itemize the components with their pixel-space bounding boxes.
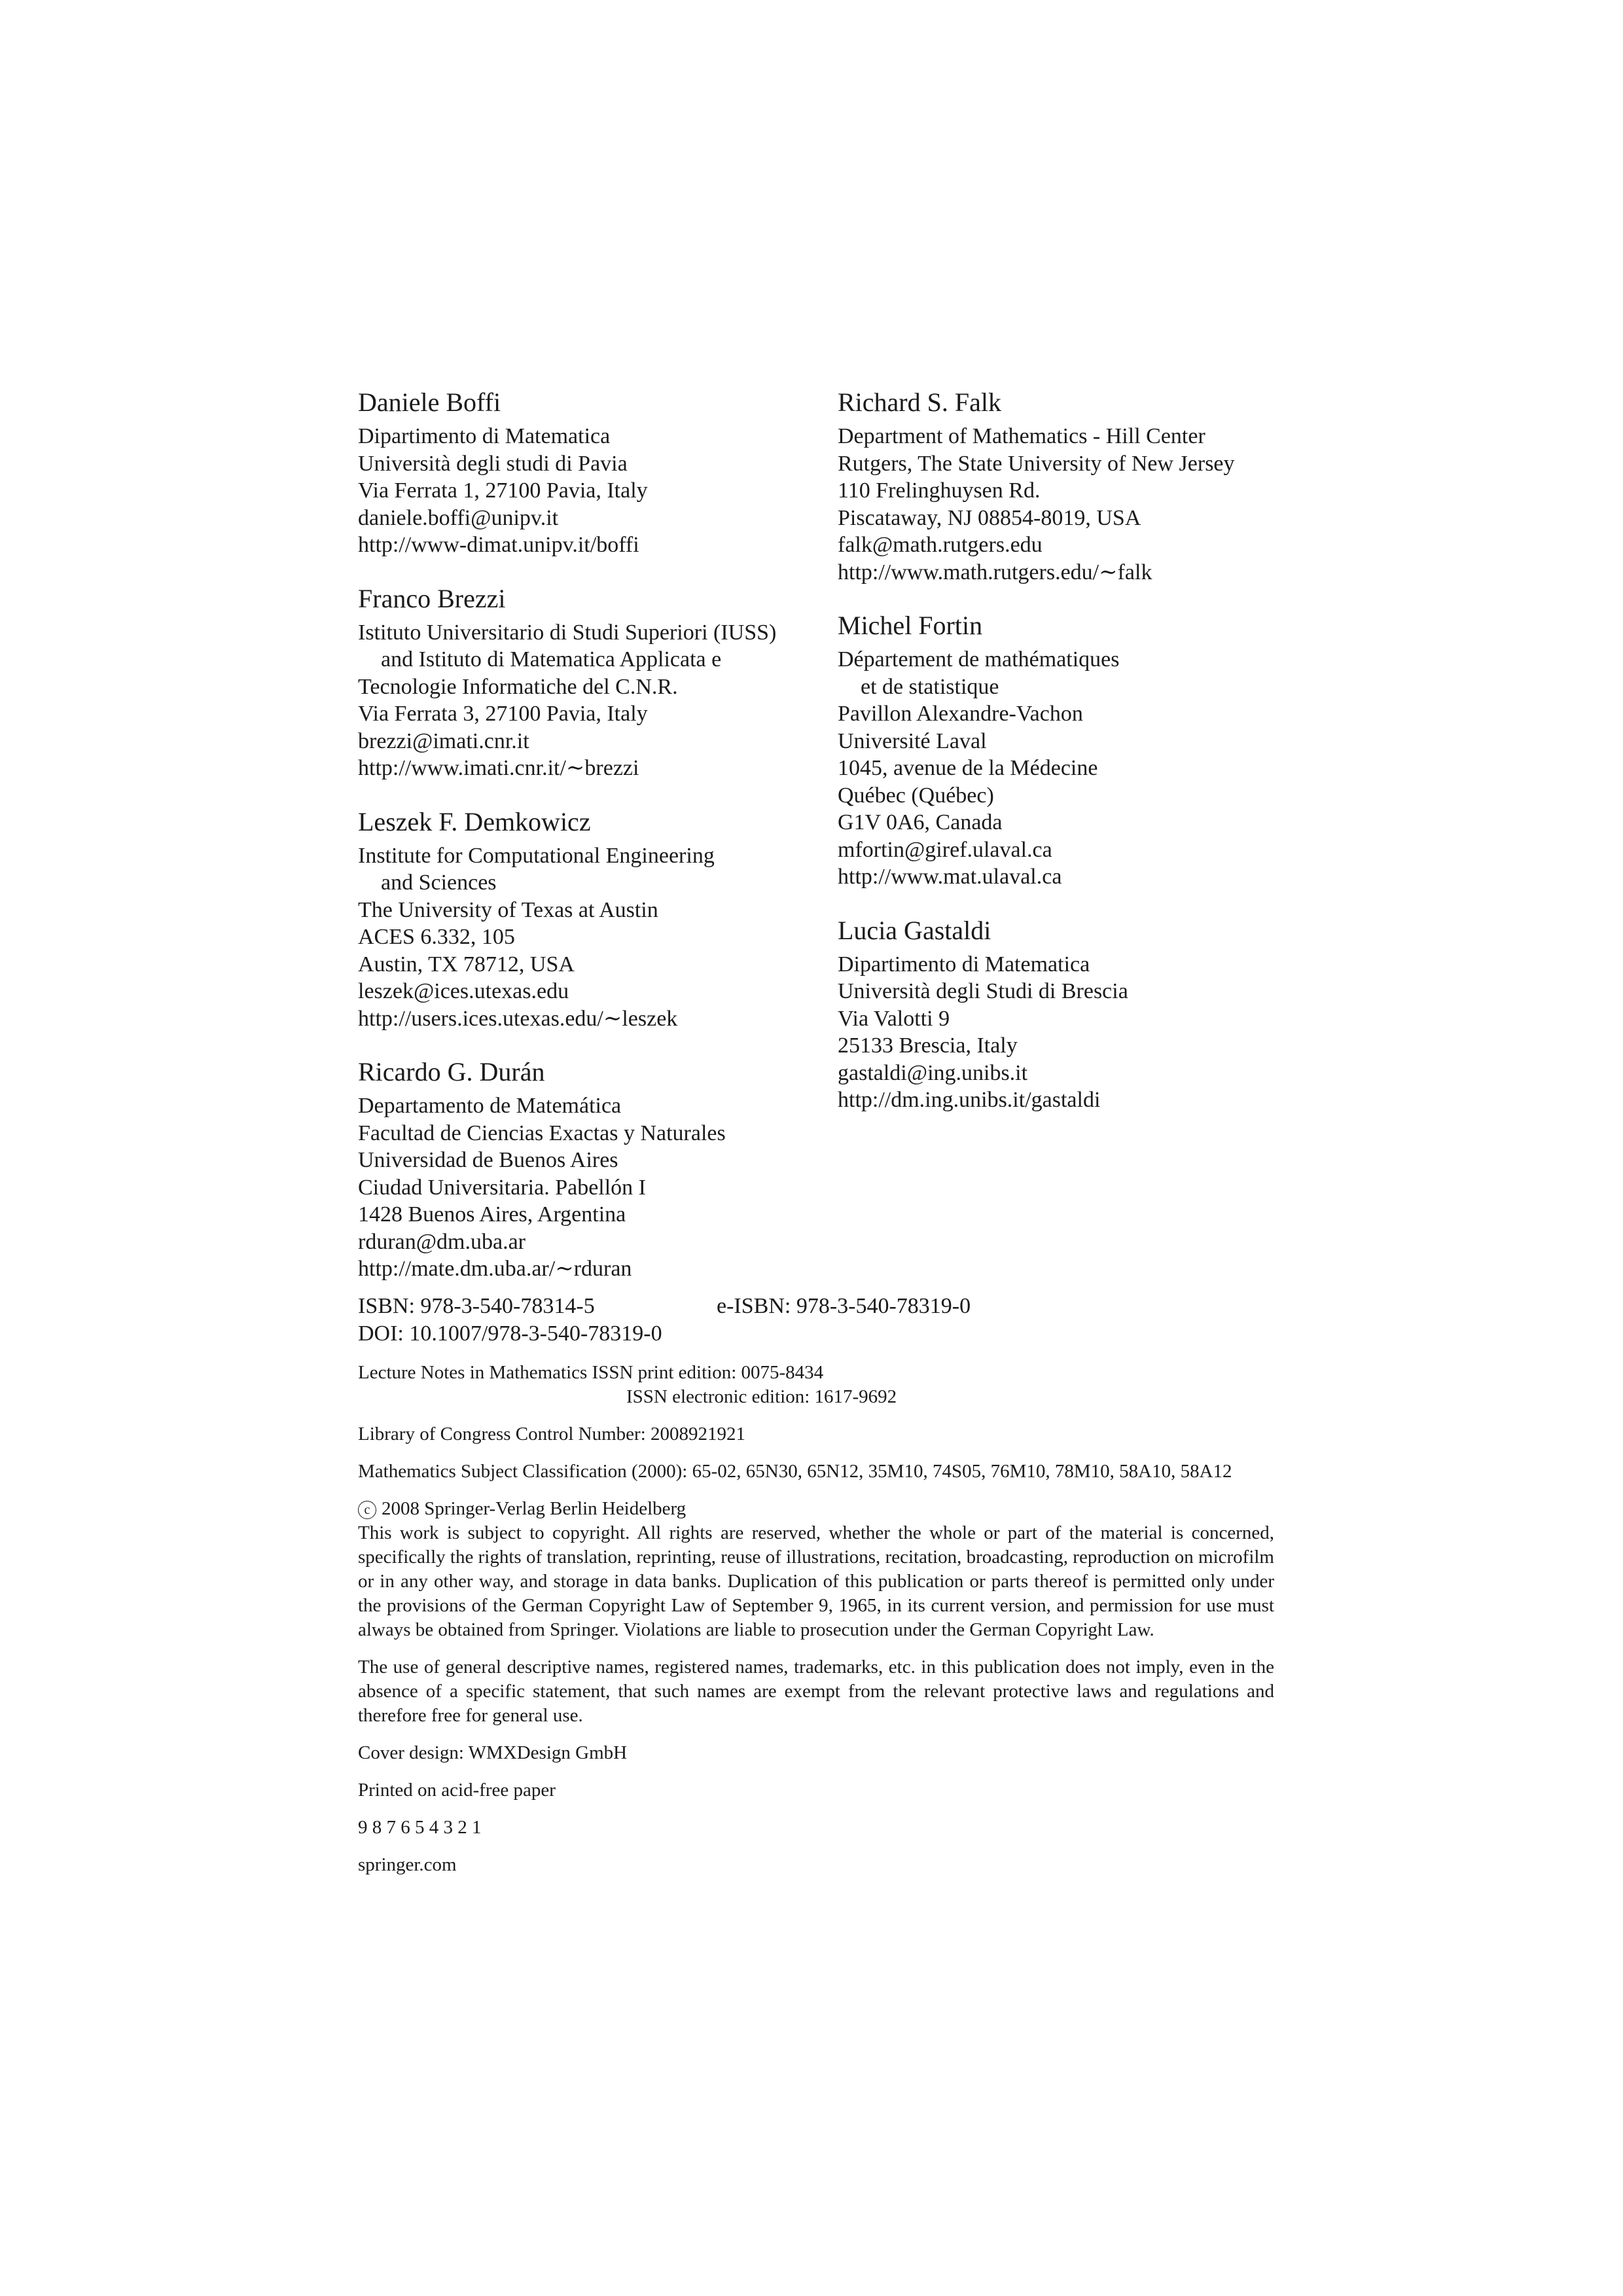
author-address-line: leszek@ices.utexas.edu — [358, 979, 569, 1003]
author-address-line: ACES 6.332, 105 — [358, 925, 515, 949]
author-address-line: mfortin@giref.ulaval.ca — [838, 837, 1052, 862]
author-address-line: 1428 Buenos Aires, Argentina — [358, 1202, 626, 1227]
author-address-line: http://www.mat.ulaval.ca — [838, 865, 1062, 889]
author-address-line: 110 Frelinghuysen Rd. — [838, 478, 1041, 503]
author-address-line: Québec (Québec) — [838, 783, 994, 808]
author-address-line: Rutgers, The State University of New Jersey — [838, 451, 1235, 476]
msc-classification: Mathematics Subject Classification (2000): 65-02, 65N30, 65N12, 35M10, 74S05, 76M10, 78M10, 58A10, 58A12 — [358, 1460, 1232, 1482]
cover-design: Cover design: WMXDesign GmbH — [358, 1742, 628, 1763]
print-line: 9 8 7 6 5 4 3 2 1 — [358, 1816, 482, 1838]
author-address-line: Universidad de Buenos Aires — [358, 1148, 618, 1172]
author-address-line: The University of Texas at Austin — [358, 897, 658, 922]
author-block — [358, 1056, 816, 1283]
doi: DOI: 10.1007/978-3-540-78319-0 — [358, 1321, 662, 1346]
bibliographic-info — [358, 1293, 1274, 1877]
lccn: Library of Congress Control Number: 2008921921 — [358, 1423, 746, 1444]
author-address-line: Facultad de Ciencias Exactas y Naturales — [358, 1121, 726, 1145]
author-address-line: rduran@dm.uba.ar — [358, 1229, 526, 1254]
website: springer.com — [358, 1854, 457, 1875]
author-address-line: Tecnologie Informatiche del C.N.R. — [358, 674, 678, 699]
author-address-line: 1045, avenue de la Médecine — [838, 756, 1098, 780]
author-block — [358, 386, 816, 559]
authors-right-column — [838, 386, 1309, 1138]
author-name: Daniele Boffi — [358, 387, 501, 417]
author-address-line: http://dm.ing.unibs.it/gastaldi — [838, 1088, 1101, 1112]
author-name: Franco Brezzi — [358, 583, 506, 613]
author-address-line: and Istituto di Matematica Applicata e — [381, 647, 722, 672]
author-address-line: Department of Mathematics - Hill Center — [838, 424, 1205, 448]
author-name: Ricardo G. Durán — [358, 1057, 545, 1086]
author-address-line: et de statistique — [861, 674, 999, 699]
author-address-line: Département de mathématiques — [838, 647, 1120, 672]
names-disclaimer: The use of general descriptive names, registered names, trademarks, etc. in this publication does not imply, even in the absence of a specific statement, that such names are exempt from the relevant protective laws and regulations and therefore free for general use. — [358, 1656, 1274, 1726]
author-address-line: Via Valotti 9 — [838, 1006, 950, 1031]
author-address-line: daniele.boffi@unipv.it — [358, 505, 559, 530]
author-address-line: G1V 0A6, Canada — [838, 810, 1003, 834]
author-address-line: and Sciences — [381, 870, 497, 895]
author-block — [358, 583, 816, 782]
isbn-row — [358, 1293, 1274, 1320]
issn-print: Lecture Notes in Mathematics ISSN print edition: 0075-8434 — [358, 1361, 824, 1383]
author-block — [838, 609, 1309, 891]
author-block — [838, 386, 1309, 586]
author-address-line: Dipartimento di Matematica — [358, 424, 611, 448]
author-address-line: Dipartimento di Matematica — [838, 952, 1090, 977]
copyright-line — [358, 1497, 1274, 1521]
copyright-icon: c — [358, 1501, 376, 1519]
author-address-line: http://mate.dm.uba.ar/∼rduran — [358, 1257, 632, 1281]
authors-left-column — [358, 386, 816, 1306]
author-address-line: Institute for Computational Engineering — [358, 843, 715, 868]
isbn: ISBN: 978-3-540-78314-5 — [358, 1294, 595, 1318]
author-name: Lucia Gastaldi — [838, 915, 991, 945]
author-name: Richard S. Falk — [838, 387, 1001, 417]
author-address-line: Austin, TX 78712, USA — [358, 952, 575, 977]
author-address-line: http://www.imati.cnr.it/∼brezzi — [358, 756, 639, 780]
author-address-line: Via Ferrata 1, 27100 Pavia, Italy — [358, 478, 648, 503]
author-address-line: Departamento de Matemática — [358, 1094, 622, 1118]
issn-electronic: ISSN electronic edition: 1617-9692 — [626, 1386, 897, 1407]
author-address-line: 25133 Brescia, Italy — [838, 1033, 1018, 1058]
author-address-line: brezzi@imati.cnr.it — [358, 728, 529, 753]
copyright-holder: 2008 Springer-Verlag Berlin Heidelberg — [382, 1498, 687, 1519]
e-isbn: e-ISBN: 978-3-540-78319-0 — [717, 1294, 971, 1318]
author-address-line: Piscataway, NJ 08854-8019, USA — [838, 505, 1141, 530]
paper-note: Printed on acid-free paper — [358, 1779, 556, 1801]
author-block — [358, 806, 816, 1033]
author-name: Leszek F. Demkowicz — [358, 806, 591, 836]
author-address-line: http://www.math.rutgers.edu/∼falk — [838, 560, 1152, 584]
author-address-line: Università degli studi di Pavia — [358, 451, 628, 476]
author-block — [838, 914, 1309, 1114]
author-address-line: http://users.ices.utexas.edu/∼leszek — [358, 1006, 678, 1031]
author-address-line: Via Ferrata 3, 27100 Pavia, Italy — [358, 702, 648, 726]
author-name: Michel Fortin — [838, 611, 983, 640]
author-address-line: Université Laval — [838, 728, 987, 753]
author-address-line: Istituto Universitario di Studi Superiori (IUSS) — [358, 620, 777, 645]
author-address-line: Università degli Studi di Brescia — [838, 979, 1128, 1003]
author-address-line: http://www-dimat.unipv.it/boffi — [358, 533, 639, 557]
copyright-text: This work is subject to copyright. All rights are reserved, whether the whole or part of the material is concerned, specifically the rights of translation, reprinting, reuse of illustrations, recitation, broadcasting, reproduction on microfilm or in any other way, and storage in data banks. Duplication of this publication or parts thereof is permitted only under the provisions of the German Copyright Law of September 9, 1965, in its current version, and permission for use must always be obtained from Springer. Violations are liable to prosecution under the German Copyright Law. — [358, 1522, 1274, 1640]
author-address-line: Ciudad Universitaria. Pabellón I — [358, 1175, 647, 1200]
author-address-line: gastaldi@ing.unibs.it — [838, 1060, 1028, 1085]
author-address-line: falk@math.rutgers.edu — [838, 533, 1043, 557]
author-address-line: Pavillon Alexandre-Vachon — [838, 702, 1083, 726]
